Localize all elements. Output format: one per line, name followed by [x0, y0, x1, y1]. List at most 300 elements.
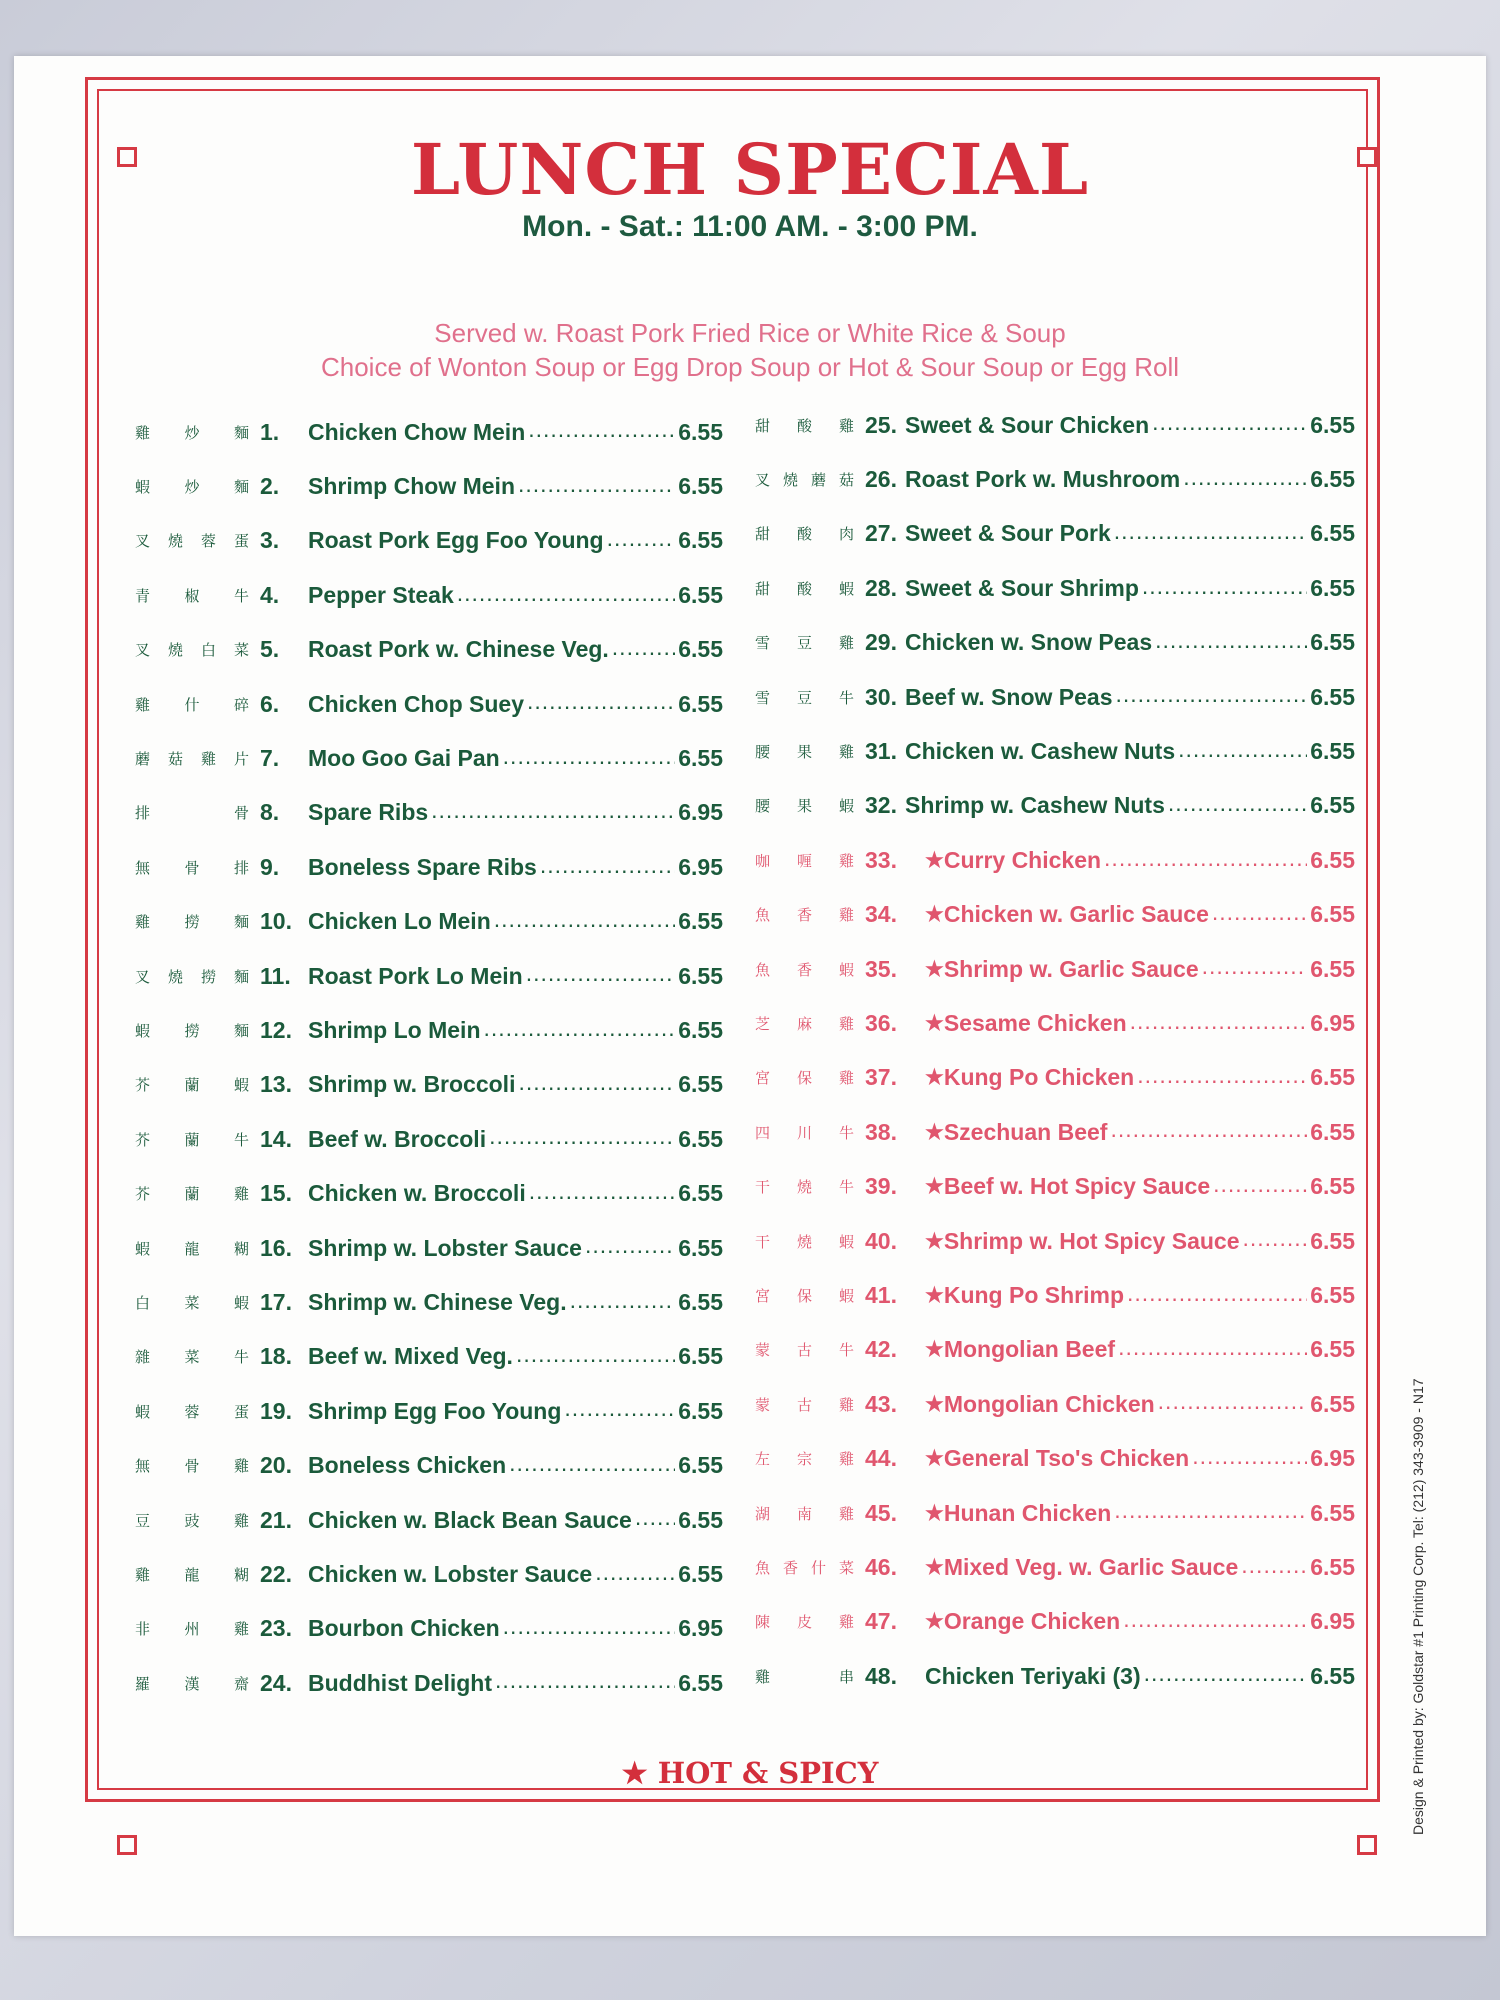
item-number: 29.: [865, 629, 897, 656]
menu-item: [755, 1431, 1355, 1485]
chinese-name: 無 骨 雞: [135, 1457, 252, 1476]
item-name: Beef w. Snow Peas: [905, 683, 1113, 710]
item-number: 45.: [865, 1499, 897, 1526]
leader-dots: [1110, 1116, 1307, 1159]
chinese-name: 叉 燒 蘑 菇: [755, 471, 857, 490]
item-price: 6.55: [678, 1016, 723, 1043]
leader-dots: [1137, 1062, 1307, 1105]
chinese-name: 雞 炒 麵: [135, 423, 252, 442]
chinese-name: 羅 漢 齋: [135, 1674, 252, 1693]
item-name: Shrimp w. Lobster Sauce: [308, 1234, 582, 1261]
item-number: 43.: [865, 1390, 897, 1417]
chinese-name: 雪 豆 牛: [755, 688, 857, 707]
item-number: 11.: [260, 962, 291, 989]
item-number: 3.: [260, 527, 280, 554]
menu-item: [755, 452, 1355, 506]
leader-dots: [1241, 1552, 1307, 1595]
item-number: 9.: [260, 853, 280, 880]
item-number: 27.: [865, 520, 897, 547]
item-name: Curry Chicken: [943, 846, 1102, 873]
leader-dots: [1127, 1280, 1307, 1323]
item-name: Shrimp w. Chinese Veg.: [308, 1288, 567, 1315]
menu-item: [755, 398, 1355, 452]
hot-spicy-star-icon: ★: [925, 1229, 944, 1253]
soup-choice-note: Choice of Wonton Soup or Egg Drop Soup or Hot & Sour Soup or Egg Roll: [320, 352, 1179, 382]
item-number: 25.: [865, 411, 897, 438]
chinese-name: 腰 果 蝦: [755, 797, 857, 816]
chinese-name: 宮 保 雞: [755, 1069, 857, 1088]
item-price: 6.55: [1310, 846, 1355, 873]
chinese-name: 干 燒 牛: [755, 1178, 857, 1197]
item-name: Kung Po Shrimp: [943, 1281, 1124, 1308]
item-price: 6.55: [1310, 1281, 1355, 1308]
chinese-name: 甜 酸 肉: [755, 525, 857, 544]
item-name: Roast Pork Egg Foo Young: [308, 527, 604, 554]
menu-item: [755, 561, 1355, 615]
menu-item: [755, 670, 1355, 724]
item-number: 20.: [260, 1452, 292, 1479]
leader-dots: [1212, 899, 1307, 942]
item-price: 6.55: [678, 1180, 723, 1207]
item-number: 24.: [260, 1669, 292, 1696]
item-name: Chicken Chop Suey: [308, 690, 524, 717]
menu-item: [135, 514, 723, 568]
menu-item: [755, 1214, 1355, 1268]
chinese-name: 魚 香 蝦: [755, 960, 857, 979]
hot-spicy-star-icon: ★: [925, 957, 944, 981]
chinese-name: 叉 燒 蓉 蛋: [135, 532, 252, 551]
leader-dots: [1158, 1388, 1308, 1431]
item-price: 6.55: [678, 527, 723, 554]
item-price: 6.55: [1310, 683, 1355, 710]
item-price: 6.55: [678, 1125, 723, 1152]
leader-dots: [494, 906, 675, 949]
leader-dots: [431, 797, 675, 840]
item-number: 30.: [865, 683, 897, 710]
menu-item: [135, 623, 723, 677]
chinese-name: 青 椒 牛: [135, 586, 252, 605]
item-name: Shrimp w. Garlic Sauce: [943, 955, 1199, 982]
item-name: Shrimp Lo Mein: [308, 1016, 481, 1043]
item-price: 6.95: [1310, 1009, 1355, 1036]
leader-dots: [1192, 1443, 1307, 1486]
item-price: 6.55: [678, 581, 723, 608]
item-price: 6.95: [1310, 1608, 1355, 1635]
chinese-name: 雞 龍 糊: [135, 1565, 252, 1584]
item-number: 34.: [865, 901, 897, 928]
chinese-name: 雪 豆 雞: [755, 634, 857, 653]
item-price: 6.55: [1310, 1553, 1355, 1580]
chinese-name: 芥 蘭 雞: [135, 1185, 252, 1204]
item-name: Chicken w. Cashew Nuts: [905, 738, 1176, 765]
menu-item: [135, 568, 723, 622]
item-number: 41.: [865, 1281, 897, 1308]
item-price: 6.55: [1310, 738, 1355, 765]
menu-item: [755, 833, 1355, 887]
item-number: 15.: [260, 1180, 292, 1207]
item-name: Chicken w. Lobster Sauce: [308, 1560, 593, 1587]
chinese-name: 蝦 撈 麵: [135, 1021, 252, 1040]
item-price: 6.55: [678, 745, 723, 772]
leader-dots: [484, 1015, 676, 1058]
leader-dots: [612, 634, 675, 677]
menu-item: [135, 1438, 723, 1492]
chinese-name: 芝 麻 雞: [755, 1014, 857, 1033]
item-name: Shrimp w. Broccoli: [308, 1071, 516, 1098]
menu-item: [135, 840, 723, 894]
item-name: Mongolian Chicken: [943, 1390, 1155, 1417]
leader-dots: [1130, 1008, 1308, 1051]
border-corner-ornament: [1357, 1835, 1377, 1855]
leader-dots: [1168, 790, 1307, 833]
leader-dots: [1104, 845, 1307, 888]
menu-column-right: [755, 398, 1355, 1703]
chinese-name: 干 燒 蝦: [755, 1232, 857, 1251]
item-name: Hunan Chicken: [943, 1499, 1112, 1526]
hot-spicy-star-icon: ★: [925, 1338, 944, 1362]
item-price: 6.55: [1310, 411, 1355, 438]
item-number: 46.: [865, 1553, 897, 1580]
item-name: Sweet & Sour Shrimp: [905, 574, 1139, 601]
chinese-name: 雞 什 碎: [135, 695, 252, 714]
item-name: Chicken Lo Mein: [308, 908, 491, 935]
menu-item: [755, 1377, 1355, 1431]
item-price: 6.55: [1310, 520, 1355, 547]
item-number: 32.: [865, 792, 897, 819]
hot-spicy-star-icon: ★: [925, 1283, 944, 1307]
item-price: 6.55: [1310, 1662, 1355, 1689]
item-name: Mixed Veg. w. Garlic Sauce: [943, 1553, 1239, 1580]
item-name: Pepper Steak: [308, 581, 454, 608]
menu-item: [135, 1166, 723, 1220]
leader-dots: [635, 1504, 675, 1547]
item-price: 6.55: [678, 1288, 723, 1315]
menu-item: [135, 1493, 723, 1547]
chinese-name: 芥 蘭 蝦: [135, 1076, 252, 1095]
menu-item: [755, 724, 1355, 778]
item-number: 44.: [865, 1445, 897, 1472]
item-price: 6.55: [1310, 901, 1355, 928]
item-price: 6.55: [678, 1234, 723, 1261]
menu-item: [755, 507, 1355, 561]
item-name: Chicken w. Broccoli: [308, 1180, 526, 1207]
item-name: Roast Pork w. Mushroom: [905, 466, 1181, 493]
item-name: Chicken w. Snow Peas: [905, 629, 1153, 656]
chinese-name: 陳 皮 雞: [755, 1613, 857, 1632]
leader-dots: [518, 471, 675, 514]
item-price: 6.55: [1310, 792, 1355, 819]
served-with-note: Served w. Roast Pork Fried Rice or White Rice & Soup: [434, 318, 1066, 348]
chinese-name: 蘑 菇 雞 片: [135, 750, 252, 769]
item-price: 6.55: [678, 1452, 723, 1479]
item-price: 6.55: [1310, 629, 1355, 656]
leader-dots: [526, 960, 676, 1003]
item-price: 6.55: [678, 473, 723, 500]
menu-item: [755, 1486, 1355, 1540]
menu-item: [135, 1384, 723, 1438]
printer-credit: Design & Printed by: Goldstar #1 Printing Corp. Tel: (212) 343-3909 - N17: [1410, 1378, 1426, 1835]
menu-item: [135, 1656, 723, 1710]
leader-dots: [570, 1287, 676, 1330]
menu-item: [755, 779, 1355, 833]
chinese-name: 蝦 蓉 蛋: [135, 1402, 252, 1421]
item-name: Chicken Teriyaki (3): [925, 1662, 1141, 1689]
leader-dots: [585, 1232, 675, 1275]
leader-dots: [1243, 1225, 1308, 1268]
chinese-name: 蝦 龍 糊: [135, 1239, 252, 1258]
item-name: Sweet & Sour Pork: [905, 520, 1111, 547]
hot-spicy-star-icon: ★: [925, 1501, 944, 1525]
leader-dots: [1155, 627, 1307, 670]
chinese-name: 無 骨 排: [135, 858, 252, 877]
chinese-name: 芥 蘭 牛: [135, 1130, 252, 1149]
item-price: 6.95: [1310, 1445, 1355, 1472]
chinese-name: 雞 撈 麵: [135, 913, 252, 932]
item-price: 6.55: [1310, 1499, 1355, 1526]
chinese-name: 湖 南 雞: [755, 1504, 857, 1523]
item-number: 7.: [260, 745, 280, 772]
item-price: 6.55: [678, 690, 723, 717]
menu-item: [755, 1323, 1355, 1377]
item-name: Buddhist Delight: [308, 1669, 492, 1696]
item-number: 19.: [260, 1397, 292, 1424]
leader-dots: [503, 1613, 676, 1656]
item-name: Shrimp Egg Foo Young: [308, 1397, 562, 1424]
item-number: 33.: [865, 846, 897, 873]
item-number: 42.: [865, 1336, 897, 1363]
menu-item: [135, 1112, 723, 1166]
item-number: 18.: [260, 1343, 292, 1370]
chinese-name: 宮 保 蝦: [755, 1286, 857, 1305]
hot-spicy-star-icon: ★: [925, 1011, 944, 1035]
chinese-name: 雞 串: [755, 1667, 857, 1686]
chinese-name: 非 州 雞: [135, 1620, 252, 1639]
menu-item: [135, 1221, 723, 1275]
item-price: 6.55: [1310, 1118, 1355, 1145]
menu-hours: Mon. - Sat.: 11:00 AM. - 3:00 PM.: [522, 210, 978, 243]
hot-spicy-star-icon: ★: [925, 848, 944, 872]
item-number: 23.: [260, 1615, 292, 1642]
menu-item: [755, 1540, 1355, 1594]
hot-spicy-star-icon: ★: [925, 903, 944, 927]
menu-item: [135, 405, 723, 459]
item-name: Orange Chicken: [943, 1608, 1121, 1635]
border-corner-ornament: [117, 1835, 137, 1855]
item-number: 2.: [260, 473, 280, 500]
item-name: Chicken Chow Mein: [308, 418, 526, 445]
item-number: 17.: [260, 1288, 292, 1315]
item-name: Szechuan Beef: [943, 1118, 1108, 1145]
item-name: Beef w. Broccoli: [308, 1125, 487, 1152]
menu-item: [755, 942, 1355, 996]
leader-dots: [1152, 409, 1307, 452]
item-number: 47.: [865, 1608, 897, 1635]
item-number: 38.: [865, 1118, 897, 1145]
item-number: 5.: [260, 636, 280, 663]
hot-spicy-star-icon: ★: [925, 1392, 944, 1416]
chinese-name: 腰 果 雞: [755, 743, 857, 762]
item-name: Roast Pork Lo Mein: [308, 962, 523, 989]
hot-spicy-star-icon: ★: [925, 1120, 944, 1144]
leader-dots: [1178, 736, 1307, 779]
item-price: 6.55: [1310, 1227, 1355, 1254]
menu-item: [755, 888, 1355, 942]
menu-item: [135, 786, 723, 840]
item-name: Beef w. Hot Spicy Sauce: [943, 1173, 1211, 1200]
menu-item: [755, 616, 1355, 670]
leader-dots: [540, 852, 675, 895]
item-price: 6.55: [1310, 1390, 1355, 1417]
chinese-name: 甜 酸 蝦: [755, 579, 857, 598]
menu-item: [755, 1595, 1355, 1649]
leader-dots: [1144, 1660, 1308, 1703]
leader-dots: [1183, 464, 1307, 507]
hot-spicy-legend: ★ HOT & SPICY: [621, 1756, 879, 1790]
leader-dots: [1114, 1497, 1307, 1540]
leader-dots: [518, 1069, 675, 1112]
item-price: 6.55: [1310, 466, 1355, 493]
chinese-name: 排 骨: [135, 804, 252, 823]
leader-dots: [1123, 1606, 1307, 1649]
item-name: Bourbon Chicken: [308, 1615, 500, 1642]
item-name: Shrimp Chow Mein: [308, 473, 515, 500]
menu-item: [755, 1159, 1355, 1213]
item-price: 6.55: [678, 1397, 723, 1424]
item-name: Kung Po Chicken: [943, 1064, 1135, 1091]
leader-dots: [1213, 1171, 1307, 1214]
item-name: Chicken w. Garlic Sauce: [943, 901, 1209, 928]
item-price: 6.55: [678, 908, 723, 935]
chinese-name: 四 川 牛: [755, 1123, 857, 1142]
chinese-name: 雜 菜 牛: [135, 1348, 252, 1367]
item-number: 22.: [260, 1560, 292, 1587]
item-number: 35.: [865, 955, 897, 982]
chinese-name: 叉 燒 白 菜: [135, 641, 252, 660]
item-number: 4.: [260, 581, 280, 608]
item-number: 1.: [260, 418, 280, 445]
item-price: 6.55: [678, 962, 723, 989]
chinese-name: 豆 豉 雞: [135, 1511, 252, 1530]
item-number: 39.: [865, 1173, 897, 1200]
item-price: 6.55: [678, 1071, 723, 1098]
item-name: Shrimp w. Cashew Nuts: [905, 792, 1165, 819]
leader-dots: [503, 743, 676, 786]
leader-dots: [1116, 681, 1308, 724]
item-price: 6.95: [678, 853, 723, 880]
menu-item: [135, 895, 723, 949]
item-number: 31.: [865, 738, 897, 765]
item-name: Sesame Chicken: [943, 1009, 1127, 1036]
chinese-name: 甜 酸 雞: [755, 416, 857, 435]
menu-item: [135, 731, 723, 785]
menu-item: [135, 1547, 723, 1601]
item-price: 6.55: [1310, 1173, 1355, 1200]
leader-dots: [564, 1395, 675, 1438]
leader-dots: [457, 580, 675, 623]
item-number: 13.: [260, 1071, 292, 1098]
leader-dots: [528, 416, 675, 459]
item-number: 10.: [260, 908, 292, 935]
leader-dots: [1118, 1334, 1307, 1377]
item-price: 6.55: [678, 1669, 723, 1696]
menu-item: [755, 1105, 1355, 1159]
menu-item: [135, 1275, 723, 1329]
hot-spicy-star-icon: ★: [925, 1610, 944, 1634]
menu-item: [755, 1649, 1355, 1703]
chinese-name: 咖 喱 雞: [755, 851, 857, 870]
menu-item: [755, 1051, 1355, 1105]
item-name: Roast Pork w. Chinese Veg.: [308, 636, 609, 663]
item-price: 6.95: [678, 1615, 723, 1642]
menu-column-left: [135, 405, 723, 1710]
leader-dots: [509, 1450, 675, 1493]
leader-dots: [489, 1123, 675, 1166]
chinese-name: 叉 燒 撈 麵: [135, 967, 252, 986]
item-name: Moo Goo Gai Pan: [308, 745, 500, 772]
chinese-name: 魚 香 什 菜: [755, 1558, 857, 1577]
menu-item: [135, 677, 723, 731]
item-price: 6.55: [1310, 1064, 1355, 1091]
item-number: 26.: [865, 466, 897, 493]
menu-item: [135, 1003, 723, 1057]
leader-dots: [1114, 518, 1307, 561]
item-name: Boneless Chicken: [308, 1452, 507, 1479]
item-price: 6.55: [1310, 955, 1355, 982]
menu-item: [135, 1602, 723, 1656]
leader-dots: [607, 525, 676, 568]
menu-item: [135, 1058, 723, 1112]
item-name: Sweet & Sour Chicken: [905, 411, 1150, 438]
item-number: 14.: [260, 1125, 292, 1152]
item-price: 6.55: [678, 1560, 723, 1587]
chinese-name: 魚 香 雞: [755, 906, 857, 925]
chinese-name: 左 宗 雞: [755, 1450, 857, 1469]
leader-dots: [527, 688, 675, 731]
item-number: 48.: [865, 1662, 897, 1689]
item-name: Mongolian Beef: [943, 1336, 1116, 1363]
item-price: 6.55: [678, 1343, 723, 1370]
item-number: 37.: [865, 1064, 897, 1091]
item-number: 16.: [260, 1234, 292, 1261]
item-name: General Tso's Chicken: [943, 1445, 1190, 1472]
leader-dots: [516, 1341, 675, 1384]
item-number: 6.: [260, 690, 280, 717]
item-name: Chicken w. Black Bean Sauce: [308, 1506, 632, 1533]
item-price: 6.95: [678, 799, 723, 826]
chinese-name: 蝦 炒 麵: [135, 478, 252, 497]
hot-spicy-star-icon: ★: [925, 1555, 944, 1579]
item-price: 6.55: [678, 418, 723, 445]
leader-dots: [1202, 953, 1308, 996]
hot-spicy-star-icon: ★: [925, 1175, 944, 1199]
leader-dots: [595, 1559, 675, 1602]
item-price: 6.55: [1310, 1336, 1355, 1363]
item-number: 40.: [865, 1227, 897, 1254]
menu-item: [135, 459, 723, 513]
item-price: 6.55: [678, 1506, 723, 1533]
item-number: 21.: [260, 1506, 292, 1533]
item-name: Boneless Spare Ribs: [308, 853, 537, 880]
item-price: 6.55: [1310, 574, 1355, 601]
leader-dots: [1142, 573, 1307, 616]
chinese-name: 白 菜 蝦: [135, 1293, 252, 1312]
hot-spicy-star-icon: ★: [925, 1447, 944, 1471]
item-number: 28.: [865, 574, 897, 601]
leader-dots: [529, 1178, 676, 1221]
item-number: 12.: [260, 1016, 292, 1043]
item-name: Spare Ribs: [308, 799, 429, 826]
chinese-name: 蒙 古 雞: [755, 1395, 857, 1414]
